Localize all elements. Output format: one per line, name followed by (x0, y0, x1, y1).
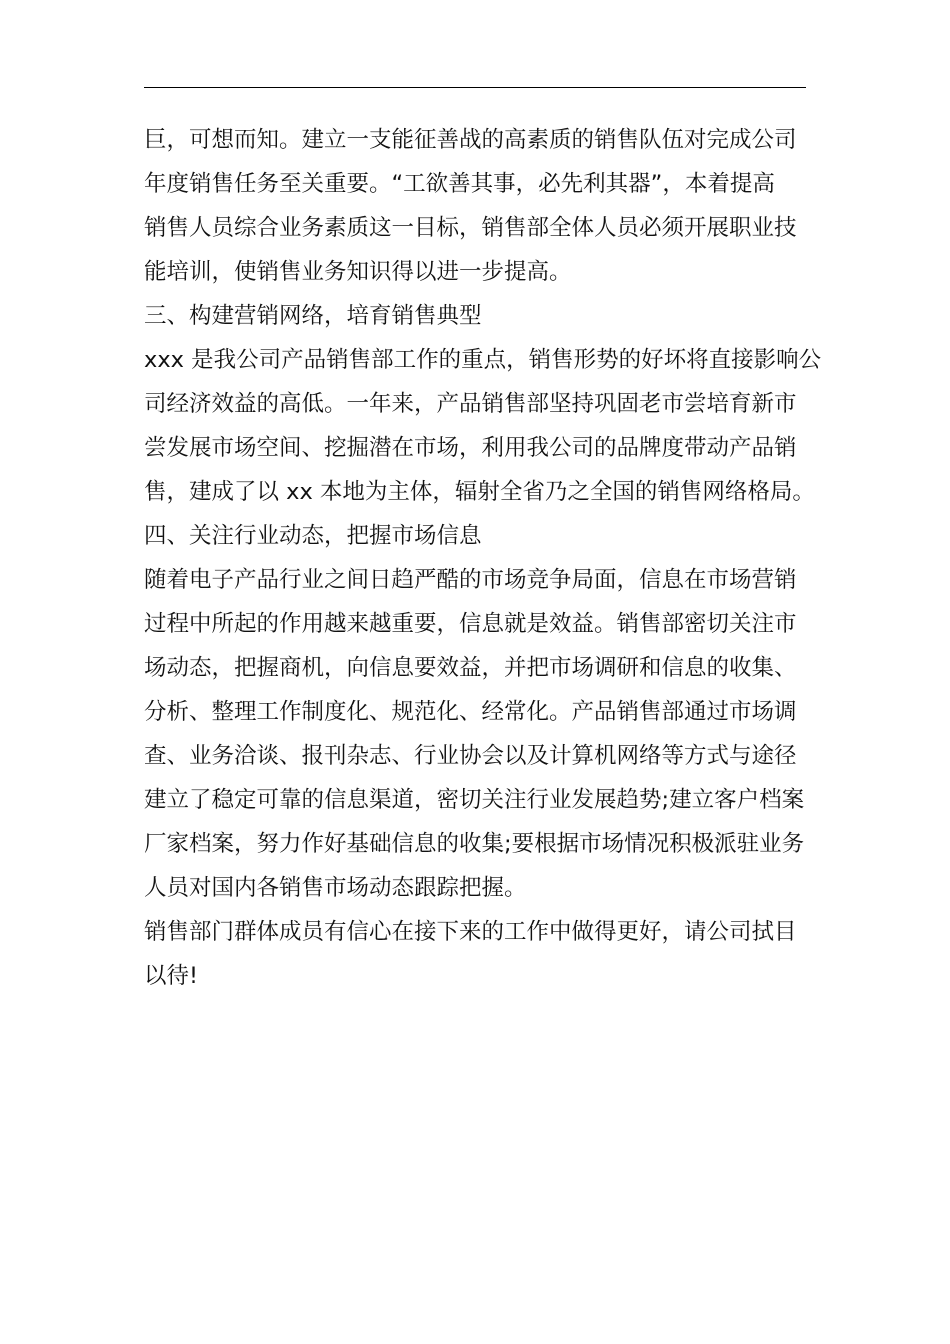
text-line: 巨，可想而知。建立一支能征善战的高素质的销售队伍对完成公司 (144, 127, 797, 153)
section-heading: 三、构建营销网络，培育销售典型 (144, 303, 482, 329)
text-line: 厂家档案，努力作好基础信息的收集;要根据市场情况积极派驻业务 (144, 831, 805, 857)
document-body (144, 118, 822, 998)
text-line: 查、业务洽谈、报刊杂志、行业协会以及计算机网络等方式与途径 (144, 743, 797, 769)
header-rule (144, 87, 806, 88)
text-line: 以待! (144, 963, 199, 989)
text-line: 人员对国内各销售市场动态跟踪把握。 (144, 875, 527, 901)
text-line: 尝发展市场空间、挖掘潜在市场，利用我公司的品牌度带动产品销 (144, 435, 797, 461)
text-line: 随着电子产品行业之间日趋严酷的市场竞争局面，信息在市场营销 (144, 567, 797, 593)
text-line: 分析、整理工作制度化、规范化、经常化。产品销售部通过市场调 (144, 699, 797, 725)
text-line: 建立了稳定可靠的信息渠道，密切关注行业发展趋势;建立客户档案 (144, 787, 805, 813)
text-line: 年度销售任务至关重要。“工欲善其事，必先利其器”，本着提高 (144, 171, 775, 197)
section-heading: 四、关注行业动态，把握市场信息 (144, 523, 482, 549)
text-line: 销售人员综合业务素质这一目标，销售部全体人员必须开展职业技 (144, 215, 797, 241)
text-line: 司经济效益的高低。一年来，产品销售部坚持巩固老市尝培育新市 (144, 391, 797, 417)
text-line: 场动态，把握商机，向信息要效益，并把市场调研和信息的收集、 (144, 655, 797, 681)
text-line: 能培训，使销售业务知识得以进一步提高。 (144, 259, 572, 285)
text-line: xxx 是我公司产品销售部工作的重点，销售形势的好坏将直接影响公 (144, 347, 822, 373)
text-line: 售，建成了以 xx 本地为主体，辐射全省乃之全国的销售网络格局。 (144, 479, 815, 505)
text-line: 销售部门群体成员有信心在接下来的工作中做得更好，请公司拭目 (144, 919, 797, 945)
text-line: 过程中所起的作用越来越重要，信息就是效益。销售部密切关注市 (144, 611, 797, 637)
